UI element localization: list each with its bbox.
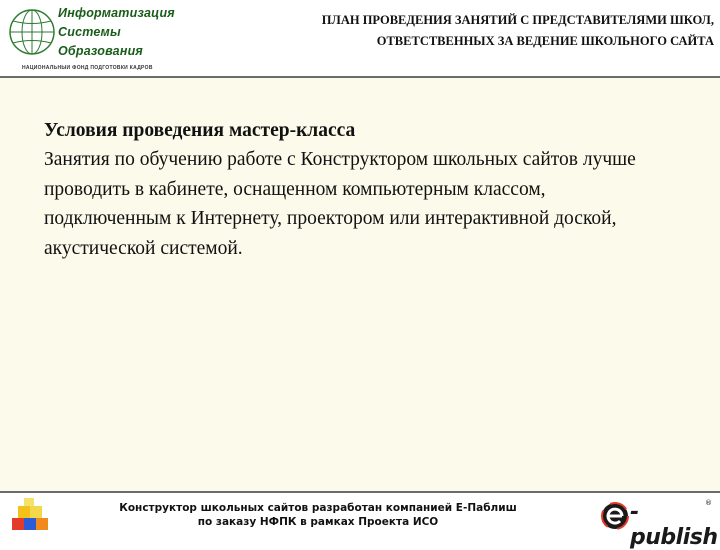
footer-line-2: по заказу НФПК в рамках Проекта ИСО — [197, 516, 439, 528]
footer — [0, 493, 720, 550]
footer-credits — [108, 501, 528, 529]
title-line-1: ПЛАН ПРОВЕДЕНИЯ ЗАНЯТИЙ С ПРЕДСТАВИТЕЛЯМИ ШКОЛ, — [321, 13, 714, 27]
section-heading: Условия проведения мастер-класса — [44, 120, 356, 141]
logo-line-2: Системы — [58, 25, 121, 39]
cubes-icon — [10, 498, 54, 532]
epublish-wordmark: -publish — [630, 500, 718, 550]
iso-logo — [8, 4, 175, 74]
e-letter-icon — [600, 501, 630, 531]
epublish-logo — [600, 499, 718, 550]
globe-icon — [8, 4, 60, 62]
logo-caption: НАЦИОНАЛЬНЫЙ ФОНД ПОДГОТОВКИ КАДРОВ — [22, 65, 153, 71]
content-area — [0, 78, 720, 491]
title-line-2: ОТВЕТСТВЕННЫХ ЗА ВЕДЕНИЕ ШКОЛЬНОГО САЙТА — [376, 34, 714, 48]
logo-line-1: Информатизация — [58, 6, 175, 20]
logo-line-3: Образования — [58, 44, 143, 58]
footer-line-1: Конструктор школьных сайтов разработан компанией Е-Паблиш — [119, 502, 517, 514]
page-title — [174, 10, 714, 52]
content-block — [44, 116, 664, 263]
header — [0, 0, 720, 76]
section-body: Занятия по обучению работе с Конструктором школьных сайтов лучше проводить в кабинете, оснащенном компьютерным классом, подключенным к Интернету, проектором или интерактивной доской, акустической системой. — [44, 149, 636, 259]
registered-mark: ® — [705, 499, 712, 507]
